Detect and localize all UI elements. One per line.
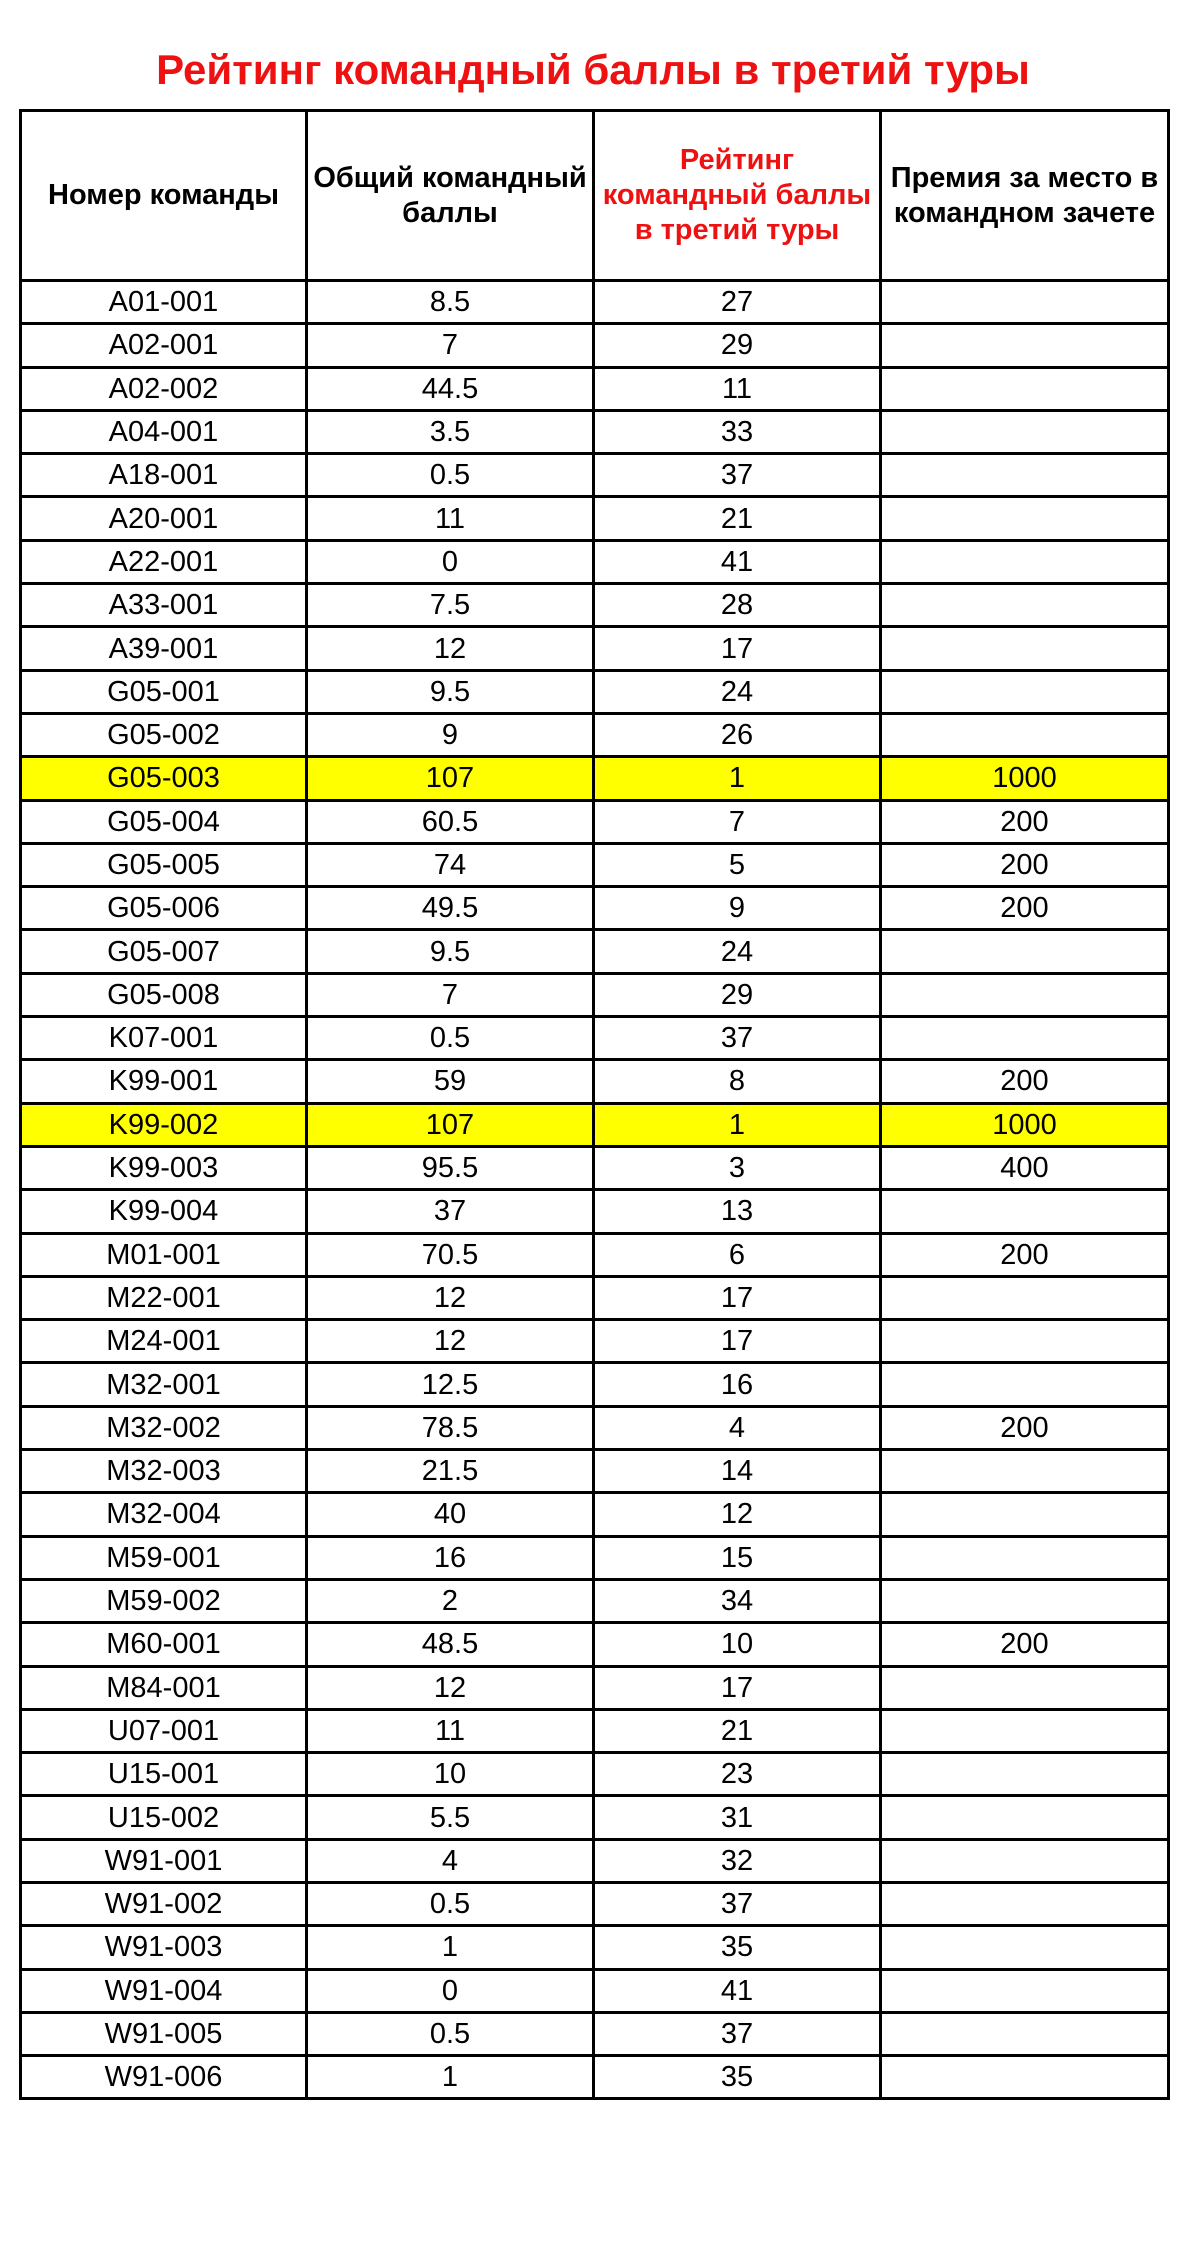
table-row — [21, 1233, 1169, 1276]
prize-cell — [881, 540, 1169, 583]
table-row — [21, 887, 1169, 930]
total-score-cell: 10 — [307, 1753, 594, 1796]
prize-cell: 200 — [881, 887, 1169, 930]
team-number-cell: G05-004 — [21, 800, 307, 843]
total-score-cell: 21.5 — [307, 1450, 594, 1493]
total-score-cell: 5.5 — [307, 1796, 594, 1839]
prize-cell — [881, 1276, 1169, 1319]
table-row — [21, 930, 1169, 973]
rank-cell: 15 — [594, 1536, 881, 1579]
rank-cell: 17 — [594, 1276, 881, 1319]
total-score-cell: 1 — [307, 2056, 594, 2099]
prize-cell — [881, 1363, 1169, 1406]
table-row — [21, 1320, 1169, 1363]
team-number-cell: A39-001 — [21, 627, 307, 670]
prize-cell — [881, 1017, 1169, 1060]
table-row — [21, 1146, 1169, 1189]
prize-cell — [881, 1190, 1169, 1233]
rank-cell: 8 — [594, 1060, 881, 1103]
rank-cell: 6 — [594, 1233, 881, 1276]
team-number-cell: G05-005 — [21, 843, 307, 886]
prize-cell — [881, 1882, 1169, 1925]
team-number-cell: M22-001 — [21, 1276, 307, 1319]
prize-cell — [881, 1493, 1169, 1536]
team-number-cell: G05-002 — [21, 713, 307, 756]
team-number-cell: A22-001 — [21, 540, 307, 583]
total-score-cell: 107 — [307, 757, 594, 800]
rank-cell: 21 — [594, 497, 881, 540]
rank-cell: 41 — [594, 1969, 881, 2012]
total-score-cell: 7 — [307, 973, 594, 1016]
rank-cell: 37 — [594, 1882, 881, 1925]
rank-cell: 14 — [594, 1450, 881, 1493]
team-number-cell: M60-001 — [21, 1623, 307, 1666]
team-number-cell: U15-001 — [21, 1753, 307, 1796]
team-number-cell: G05-006 — [21, 887, 307, 930]
total-score-cell: 8.5 — [307, 281, 594, 324]
prize-cell: 400 — [881, 1146, 1169, 1189]
team-number-cell: K99-003 — [21, 1146, 307, 1189]
team-number-cell: M84-001 — [21, 1666, 307, 1709]
table-row — [21, 1536, 1169, 1579]
table-row — [21, 1450, 1169, 1493]
header-team-number: Номер команды — [21, 111, 307, 281]
table-row — [21, 973, 1169, 1016]
prize-cell — [881, 367, 1169, 410]
prize-cell — [881, 1666, 1169, 1709]
prize-cell — [881, 1926, 1169, 1969]
rank-cell: 24 — [594, 930, 881, 973]
header-row — [21, 111, 1169, 281]
rank-cell: 41 — [594, 540, 881, 583]
team-number-cell: M32-002 — [21, 1406, 307, 1449]
prize-cell — [881, 670, 1169, 713]
prize-cell — [881, 2056, 1169, 2099]
table-row — [21, 627, 1169, 670]
rank-cell: 34 — [594, 1579, 881, 1622]
team-number-cell: G05-008 — [21, 973, 307, 1016]
total-score-cell: 59 — [307, 1060, 594, 1103]
total-score-cell: 9 — [307, 713, 594, 756]
rank-cell: 24 — [594, 670, 881, 713]
table-row — [21, 843, 1169, 886]
rank-cell: 35 — [594, 1926, 881, 1969]
total-score-cell: 1 — [307, 1926, 594, 1969]
team-number-cell: M24-001 — [21, 1320, 307, 1363]
total-score-cell: 7 — [307, 324, 594, 367]
table-row — [21, 2012, 1169, 2055]
total-score-cell: 48.5 — [307, 1623, 594, 1666]
table-row — [21, 713, 1169, 756]
rank-cell: 28 — [594, 584, 881, 627]
rank-cell: 33 — [594, 410, 881, 453]
team-number-cell: K99-002 — [21, 1103, 307, 1146]
prize-cell — [881, 973, 1169, 1016]
total-score-cell: 12 — [307, 627, 594, 670]
rank-cell: 31 — [594, 1796, 881, 1839]
prize-cell — [881, 627, 1169, 670]
rank-cell: 16 — [594, 1363, 881, 1406]
team-number-cell: A18-001 — [21, 454, 307, 497]
prize-cell: 200 — [881, 1060, 1169, 1103]
team-number-cell: A20-001 — [21, 497, 307, 540]
rank-cell: 17 — [594, 1320, 881, 1363]
team-number-cell: W91-002 — [21, 1882, 307, 1925]
team-number-cell: K99-004 — [21, 1190, 307, 1233]
team-number-cell: W91-006 — [21, 2056, 307, 2099]
table-body — [21, 281, 1169, 2099]
total-score-cell: 78.5 — [307, 1406, 594, 1449]
rank-cell: 17 — [594, 1666, 881, 1709]
rank-cell: 35 — [594, 2056, 881, 2099]
total-score-cell: 37 — [307, 1190, 594, 1233]
total-score-cell: 11 — [307, 1709, 594, 1752]
table-row — [21, 1882, 1169, 1925]
rank-cell: 1 — [594, 757, 881, 800]
rank-cell: 27 — [594, 281, 881, 324]
total-score-cell: 49.5 — [307, 887, 594, 930]
rank-cell: 29 — [594, 324, 881, 367]
table-row — [21, 757, 1169, 800]
rank-cell: 37 — [594, 2012, 881, 2055]
prize-cell: 1000 — [881, 1103, 1169, 1146]
prize-cell — [881, 1579, 1169, 1622]
total-score-cell: 0.5 — [307, 1017, 594, 1060]
team-number-cell: W91-005 — [21, 2012, 307, 2055]
team-number-cell: M59-002 — [21, 1579, 307, 1622]
team-number-cell: W91-001 — [21, 1839, 307, 1882]
rank-cell: 4 — [594, 1406, 881, 1449]
rank-cell: 32 — [594, 1839, 881, 1882]
table-row — [21, 670, 1169, 713]
team-number-cell: G05-007 — [21, 930, 307, 973]
prize-cell — [881, 281, 1169, 324]
team-number-cell: A33-001 — [21, 584, 307, 627]
table-row — [21, 1926, 1169, 1969]
prize-cell: 200 — [881, 800, 1169, 843]
team-number-cell: A01-001 — [21, 281, 307, 324]
table-row — [21, 410, 1169, 453]
table-row — [21, 1103, 1169, 1146]
total-score-cell: 40 — [307, 1493, 594, 1536]
total-score-cell: 12.5 — [307, 1363, 594, 1406]
prize-cell — [881, 1320, 1169, 1363]
total-score-cell: 0 — [307, 540, 594, 583]
prize-cell — [881, 1709, 1169, 1752]
team-number-cell: G05-003 — [21, 757, 307, 800]
prize-cell — [881, 497, 1169, 540]
rank-cell: 29 — [594, 973, 881, 1016]
team-number-cell: U15-002 — [21, 1796, 307, 1839]
table-row — [21, 497, 1169, 540]
table-row — [21, 1406, 1169, 1449]
prize-cell — [881, 410, 1169, 453]
rank-cell: 7 — [594, 800, 881, 843]
total-score-cell: 9.5 — [307, 930, 594, 973]
prize-cell — [881, 1753, 1169, 1796]
rank-cell: 21 — [594, 1709, 881, 1752]
rank-cell: 9 — [594, 887, 881, 930]
team-number-cell: M32-004 — [21, 1493, 307, 1536]
prize-cell — [881, 930, 1169, 973]
prize-cell — [881, 713, 1169, 756]
prize-cell — [881, 584, 1169, 627]
prize-cell: 1000 — [881, 757, 1169, 800]
table-row — [21, 584, 1169, 627]
total-score-cell: 16 — [307, 1536, 594, 1579]
table-row — [21, 1363, 1169, 1406]
rank-cell: 12 — [594, 1493, 881, 1536]
table-row — [21, 1709, 1169, 1752]
table-row — [21, 367, 1169, 410]
prize-cell: 200 — [881, 843, 1169, 886]
team-number-cell: M59-001 — [21, 1536, 307, 1579]
team-number-cell: K99-001 — [21, 1060, 307, 1103]
table-row — [21, 324, 1169, 367]
total-score-cell: 11 — [307, 497, 594, 540]
prize-cell — [881, 1796, 1169, 1839]
team-number-cell: M01-001 — [21, 1233, 307, 1276]
total-score-cell: 12 — [307, 1320, 594, 1363]
rank-cell: 37 — [594, 1017, 881, 1060]
total-score-cell: 60.5 — [307, 800, 594, 843]
table-row — [21, 1969, 1169, 2012]
header-prize: Премия за место в командном зачете — [881, 111, 1169, 281]
table-row — [21, 454, 1169, 497]
table-row — [21, 2056, 1169, 2099]
total-score-cell: 7.5 — [307, 584, 594, 627]
rank-cell: 10 — [594, 1623, 881, 1666]
table-row — [21, 1017, 1169, 1060]
results-table — [19, 109, 1170, 2100]
team-number-cell: M32-001 — [21, 1363, 307, 1406]
prize-cell: 200 — [881, 1233, 1169, 1276]
team-number-cell: G05-001 — [21, 670, 307, 713]
prize-cell — [881, 1839, 1169, 1882]
table-row — [21, 800, 1169, 843]
rank-cell: 11 — [594, 367, 881, 410]
team-number-cell: W91-004 — [21, 1969, 307, 2012]
total-score-cell: 95.5 — [307, 1146, 594, 1189]
team-number-cell: A02-002 — [21, 367, 307, 410]
table-row — [21, 281, 1169, 324]
prize-cell: 200 — [881, 1406, 1169, 1449]
header-rating: Рейтинг командный баллы в третий туры — [594, 111, 881, 281]
total-score-cell: 0.5 — [307, 1882, 594, 1925]
header-total-score: Общий командный баллы — [307, 111, 594, 281]
total-score-cell: 0.5 — [307, 2012, 594, 2055]
total-score-cell: 70.5 — [307, 1233, 594, 1276]
table-row — [21, 1276, 1169, 1319]
team-number-cell: U07-001 — [21, 1709, 307, 1752]
table-row — [21, 1579, 1169, 1622]
table-header — [21, 111, 1169, 281]
prize-cell: 200 — [881, 1623, 1169, 1666]
rank-cell: 3 — [594, 1146, 881, 1189]
rank-cell: 26 — [594, 713, 881, 756]
total-score-cell: 74 — [307, 843, 594, 886]
rank-cell: 5 — [594, 843, 881, 886]
rank-cell: 23 — [594, 1753, 881, 1796]
table-row — [21, 1839, 1169, 1882]
prize-cell — [881, 454, 1169, 497]
prize-cell — [881, 2012, 1169, 2055]
total-score-cell: 0.5 — [307, 454, 594, 497]
prize-cell — [881, 1450, 1169, 1493]
team-number-cell: A04-001 — [21, 410, 307, 453]
team-number-cell: M32-003 — [21, 1450, 307, 1493]
total-score-cell: 0 — [307, 1969, 594, 2012]
rank-cell: 1 — [594, 1103, 881, 1146]
table-row — [21, 1796, 1169, 1839]
prize-cell — [881, 1969, 1169, 2012]
table-row — [21, 1623, 1169, 1666]
rank-cell: 13 — [594, 1190, 881, 1233]
total-score-cell: 107 — [307, 1103, 594, 1146]
table-row — [21, 1060, 1169, 1103]
page-title: Рейтинг командный баллы в третий туры — [156, 46, 1030, 93]
table-row — [21, 1190, 1169, 1233]
total-score-cell: 12 — [307, 1276, 594, 1319]
total-score-cell: 12 — [307, 1666, 594, 1709]
team-number-cell: W91-003 — [21, 1926, 307, 1969]
total-score-cell: 4 — [307, 1839, 594, 1882]
total-score-cell: 44.5 — [307, 367, 594, 410]
team-number-cell: K07-001 — [21, 1017, 307, 1060]
total-score-cell: 3.5 — [307, 410, 594, 453]
table-row — [21, 1666, 1169, 1709]
total-score-cell: 2 — [307, 1579, 594, 1622]
prize-cell — [881, 324, 1169, 367]
table-row — [21, 1493, 1169, 1536]
rank-cell: 37 — [594, 454, 881, 497]
table-row — [21, 540, 1169, 583]
prize-cell — [881, 1536, 1169, 1579]
table-row — [21, 1753, 1169, 1796]
rank-cell: 17 — [594, 627, 881, 670]
total-score-cell: 9.5 — [307, 670, 594, 713]
team-number-cell: A02-001 — [21, 324, 307, 367]
